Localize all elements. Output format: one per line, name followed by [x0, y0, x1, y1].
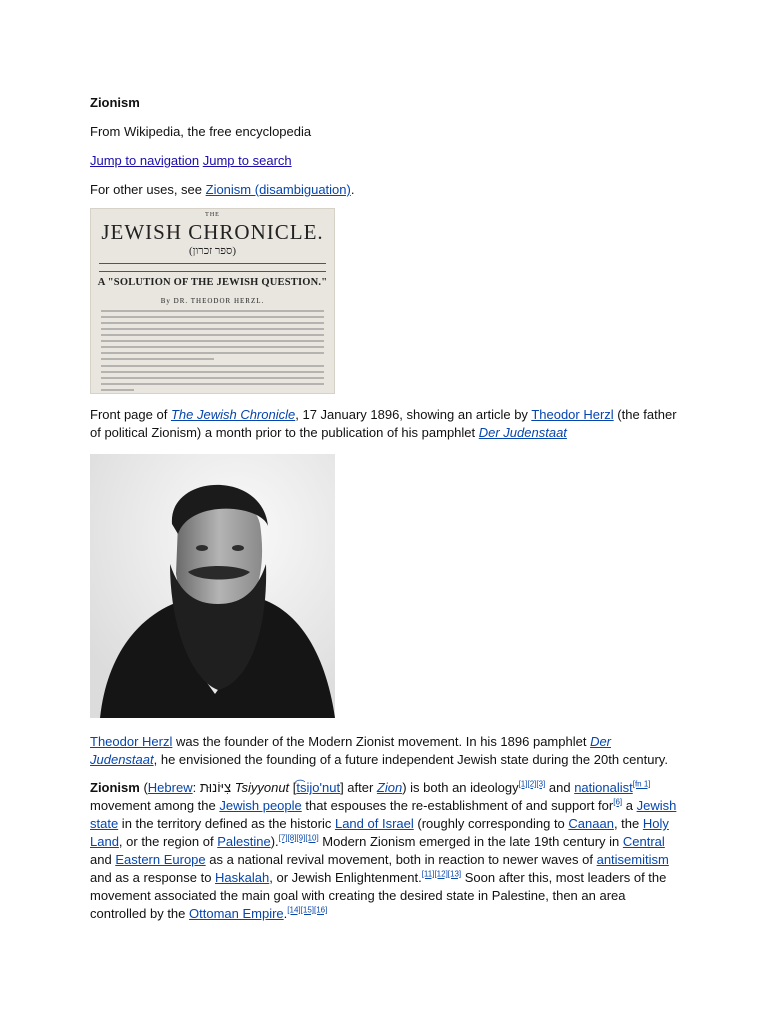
lead-text: ] after	[340, 780, 377, 795]
lead-text: and	[90, 852, 116, 867]
jewish-people-link[interactable]: Jewish people	[219, 798, 302, 813]
reference-link[interactable]: [7][8][9][10]	[278, 833, 319, 843]
lead-term: Zionism	[90, 780, 140, 795]
newspaper-byline: By DR. THEODOR HERZL.	[160, 297, 265, 305]
lead-text: that espouses the re-establishment of and support for	[301, 798, 614, 813]
jewish-state-link[interactable]: Jewish state	[90, 798, 677, 831]
transliteration: Tsiyyonut	[234, 780, 290, 795]
reference-link[interactable]: [1][2][3]	[518, 779, 546, 789]
lead-text: and	[545, 780, 575, 795]
hatnote	[90, 181, 354, 199]
theodor-herzl-link[interactable]: Theodor Herzl	[531, 407, 614, 422]
lead-text: movement among the	[90, 798, 220, 813]
theodor-herzl-link[interactable]: Theodor Herzl	[90, 734, 173, 749]
lead-text: ) is both an ideology	[402, 780, 519, 795]
figure-caption-jewish-chronicle	[90, 406, 680, 442]
ottoman-empire-link[interactable]: Ottoman Empire	[189, 906, 284, 921]
lead-text: and as a response to	[90, 870, 216, 885]
caption-text: , he envisioned the founding of a future independent Jewish state during the 20th century.	[153, 752, 668, 767]
caption-text: Front page of	[90, 407, 171, 422]
hatnote-suffix: .	[350, 182, 355, 197]
newspaper-text-line	[101, 365, 324, 367]
lead-text: .	[283, 906, 288, 921]
canaan-link[interactable]: Canaan	[568, 816, 614, 831]
figure-caption-herzl	[90, 733, 680, 769]
holy-land-link[interactable]: Holy Land	[90, 816, 669, 849]
jump-to-search-link[interactable]: Jump to search	[202, 153, 292, 168]
hebrew-word: צִיּוֹנוּת	[199, 780, 232, 795]
newspaper-text-line	[101, 377, 324, 379]
land-of-israel-link[interactable]: Land of Israel	[334, 816, 414, 831]
footnote-link[interactable]: [fn 1]	[632, 779, 651, 789]
haskalah-link[interactable]: Haskalah	[215, 870, 270, 885]
newspaper-dateline-bar	[99, 263, 326, 272]
lead-text: , or Jewish Enlightenment.	[269, 870, 422, 885]
newspaper-text-line	[101, 322, 324, 324]
reference-link[interactable]: [14][15][16]	[287, 905, 328, 915]
theodor-herzl-portrait-image[interactable]	[90, 454, 335, 718]
newspaper-hebrew-subtitle: (ספר זכרון)	[189, 245, 236, 257]
jump-links	[90, 152, 292, 170]
lead-text: in the territory defined as the historic	[118, 816, 335, 831]
lead-text: Soon after this, most leaders of the movement associated the main goal with creating the desired state in Palestine, then an area controlled by the	[90, 870, 667, 921]
newspaper-text-line	[101, 346, 324, 348]
newspaper-text-line	[101, 316, 324, 318]
reference-link[interactable]: [6]	[613, 797, 623, 807]
page-title: Zionism	[90, 95, 140, 110]
newspaper-text-line	[101, 389, 134, 391]
newspaper-text-line	[101, 310, 324, 312]
newspaper-text-line	[101, 352, 324, 354]
caption-text: , 17 January 1896, showing an article by	[295, 407, 532, 422]
caption-text: (the father of political Zionism) a month prior to the publication of his pamphlet	[90, 407, 677, 440]
newspaper-text-line	[101, 371, 324, 373]
ipa-link[interactable]: t͡sijo'nut	[296, 780, 341, 795]
lead-text: , the	[613, 816, 643, 831]
jewish-chronicle-link[interactable]: The Jewish Chronicle	[170, 407, 296, 422]
jewish-chronicle-front-page-image[interactable]	[90, 208, 335, 394]
central-europe-link[interactable]: Central	[622, 834, 665, 849]
lead-text: [	[289, 780, 297, 795]
lead-text: (roughly corresponding to	[413, 816, 569, 831]
newspaper-text-line	[101, 358, 214, 360]
reference-link[interactable]: [11][12][13]	[421, 869, 462, 879]
lead-text: (	[139, 780, 148, 795]
lead-text: Modern Zionism emerged in the late 19th century in	[318, 834, 623, 849]
zion-link[interactable]: Zion	[376, 780, 403, 795]
disambiguation-link[interactable]: Zionism (disambiguation)	[205, 182, 351, 197]
newspaper-the: THE	[205, 212, 220, 218]
hebrew-link[interactable]: Hebrew	[147, 780, 193, 795]
lead-text: as a national revival movement, both in reaction to newer waves of	[205, 852, 597, 867]
portrait-drawing	[90, 454, 335, 718]
lead-text: :	[192, 780, 200, 795]
lead-text: ).	[270, 834, 279, 849]
newspaper-headline: A "SOLUTION OF THE JEWISH QUESTION."	[97, 277, 328, 288]
hatnote-text: For other uses, see	[90, 182, 206, 197]
lead-text: , or the region of	[118, 834, 218, 849]
nationalist-link[interactable]: nationalist	[574, 780, 633, 795]
der-judenstaat-link[interactable]: Der Judenstaat	[90, 734, 612, 767]
caption-text: was the founder of the Modern Zionist movement. In his 1896 pamphlet	[172, 734, 591, 749]
newspaper-text-line	[101, 340, 324, 342]
newspaper-masthead: JEWISH CHRONICLE.	[101, 220, 324, 244]
antisemitism-link[interactable]: antisemitism	[596, 852, 669, 867]
newspaper-text-line	[101, 383, 324, 385]
lead-text: a	[622, 798, 637, 813]
der-judenstaat-link[interactable]: Der Judenstaat	[478, 425, 567, 440]
lead-paragraph	[90, 779, 680, 923]
newspaper-text-line	[101, 328, 324, 330]
newspaper-text-line	[101, 334, 324, 336]
jump-to-navigation-link[interactable]: Jump to navigation	[90, 153, 200, 168]
eastern-europe-link[interactable]: Eastern Europe	[115, 852, 206, 867]
palestine-link[interactable]: Palestine	[217, 834, 271, 849]
page-subtitle: From Wikipedia, the free encyclopedia	[90, 124, 312, 139]
